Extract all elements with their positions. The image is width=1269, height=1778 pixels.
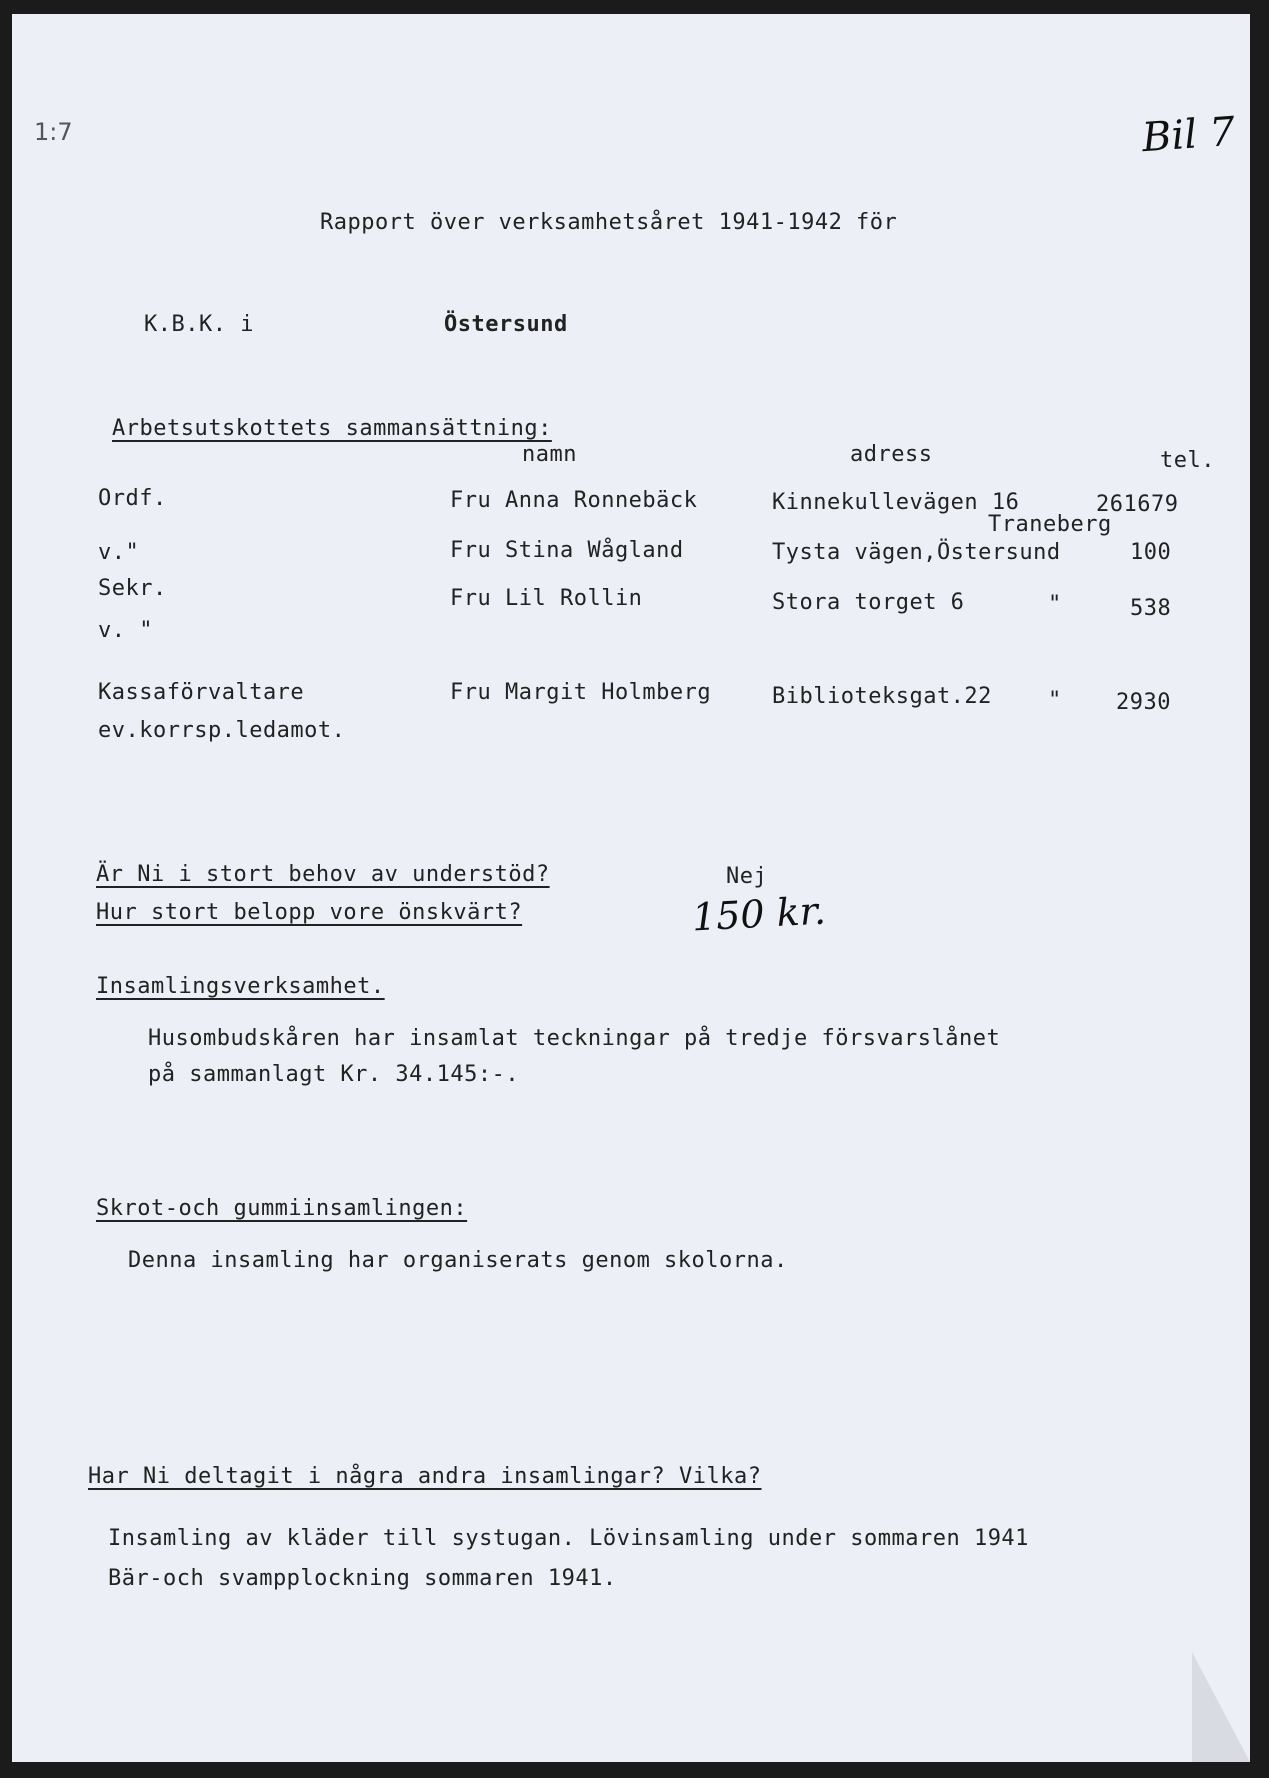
bil-mark: Bil 7: [1140, 108, 1237, 162]
column-name: namn: [522, 442, 577, 467]
member-4-address: Biblioteksgat.22: [772, 684, 992, 709]
committee-heading: Arbetsutskottets sammansättning:: [112, 416, 552, 441]
role-vice-secretary: v. ": [98, 618, 153, 643]
member-2-name: Fru Stina Wågland: [450, 538, 684, 563]
member-3-tel: 538: [1130, 596, 1172, 621]
member-4-name: Fru Margit Holmberg: [450, 680, 712, 705]
role-secretary: Sekr.: [98, 576, 167, 601]
support-question-1: Är Ni i stort behov av understöd?: [96, 862, 550, 887]
member-1-name: Fru Anna Ronnebäck: [450, 488, 698, 513]
member-4-ditto: ": [1048, 688, 1062, 713]
other-line-2: Bär-och svampplockning sommaren 1941.: [108, 1566, 617, 1591]
member-1-address: Kinnekullevägen 16: [772, 490, 1020, 515]
column-tel: tel.: [1160, 448, 1215, 473]
support-question-2: Hur stort belopp vore önskvärt?: [96, 900, 523, 925]
member-3-ditto: ": [1048, 592, 1062, 617]
member-2-tel: 100: [1130, 540, 1172, 565]
column-address: adress: [850, 442, 933, 467]
role-vice-chair: v.": [98, 540, 140, 565]
page-fold: [1192, 1652, 1250, 1762]
collection-heading: Insamlingsverksamhet.: [96, 974, 385, 999]
role-correspondent: ev.korrsp.ledamot.: [98, 718, 346, 743]
kbk-label: K.B.K. i: [144, 312, 254, 337]
other-heading: Har Ni deltagit i några andra insamlingar? Vilka?: [88, 1464, 762, 1489]
other-line-1: Insamling av kläder till systugan. Lövinsamling under sommaren 1941: [108, 1526, 1029, 1551]
city-name: Östersund: [444, 312, 568, 337]
collection-line-2: på sammanlagt Kr. 34.145:-.: [148, 1062, 520, 1087]
member-2-address-note: Traneberg: [988, 512, 1112, 537]
member-3-address: Stora torget 6: [772, 590, 965, 615]
support-answer-2: 150 kr.: [690, 888, 827, 940]
scrap-heading: Skrot-och gummiinsamlingen:: [96, 1196, 468, 1221]
member-3-name: Fru Lil Rollin: [450, 586, 643, 611]
report-title: Rapport över verksamhetsåret 1941-1942 för: [320, 210, 898, 235]
role-chair: Ordf.: [98, 486, 167, 511]
document-page: [12, 14, 1250, 1762]
support-answer-1: Nej: [726, 864, 768, 889]
member-1-tel: 261679: [1096, 492, 1179, 517]
collection-line-1: Husombudskåren har insamlat teckningar på tredje försvarslånet: [148, 1026, 1001, 1051]
member-2-address: Tysta vägen,Östersund: [772, 540, 1061, 565]
member-4-tel: 2930: [1116, 690, 1171, 715]
corner-mark: 1:7: [34, 118, 73, 146]
role-treasurer: Kassaförvaltare: [98, 680, 305, 705]
scrap-text: Denna insamling har organiserats genom skolorna.: [128, 1248, 788, 1273]
